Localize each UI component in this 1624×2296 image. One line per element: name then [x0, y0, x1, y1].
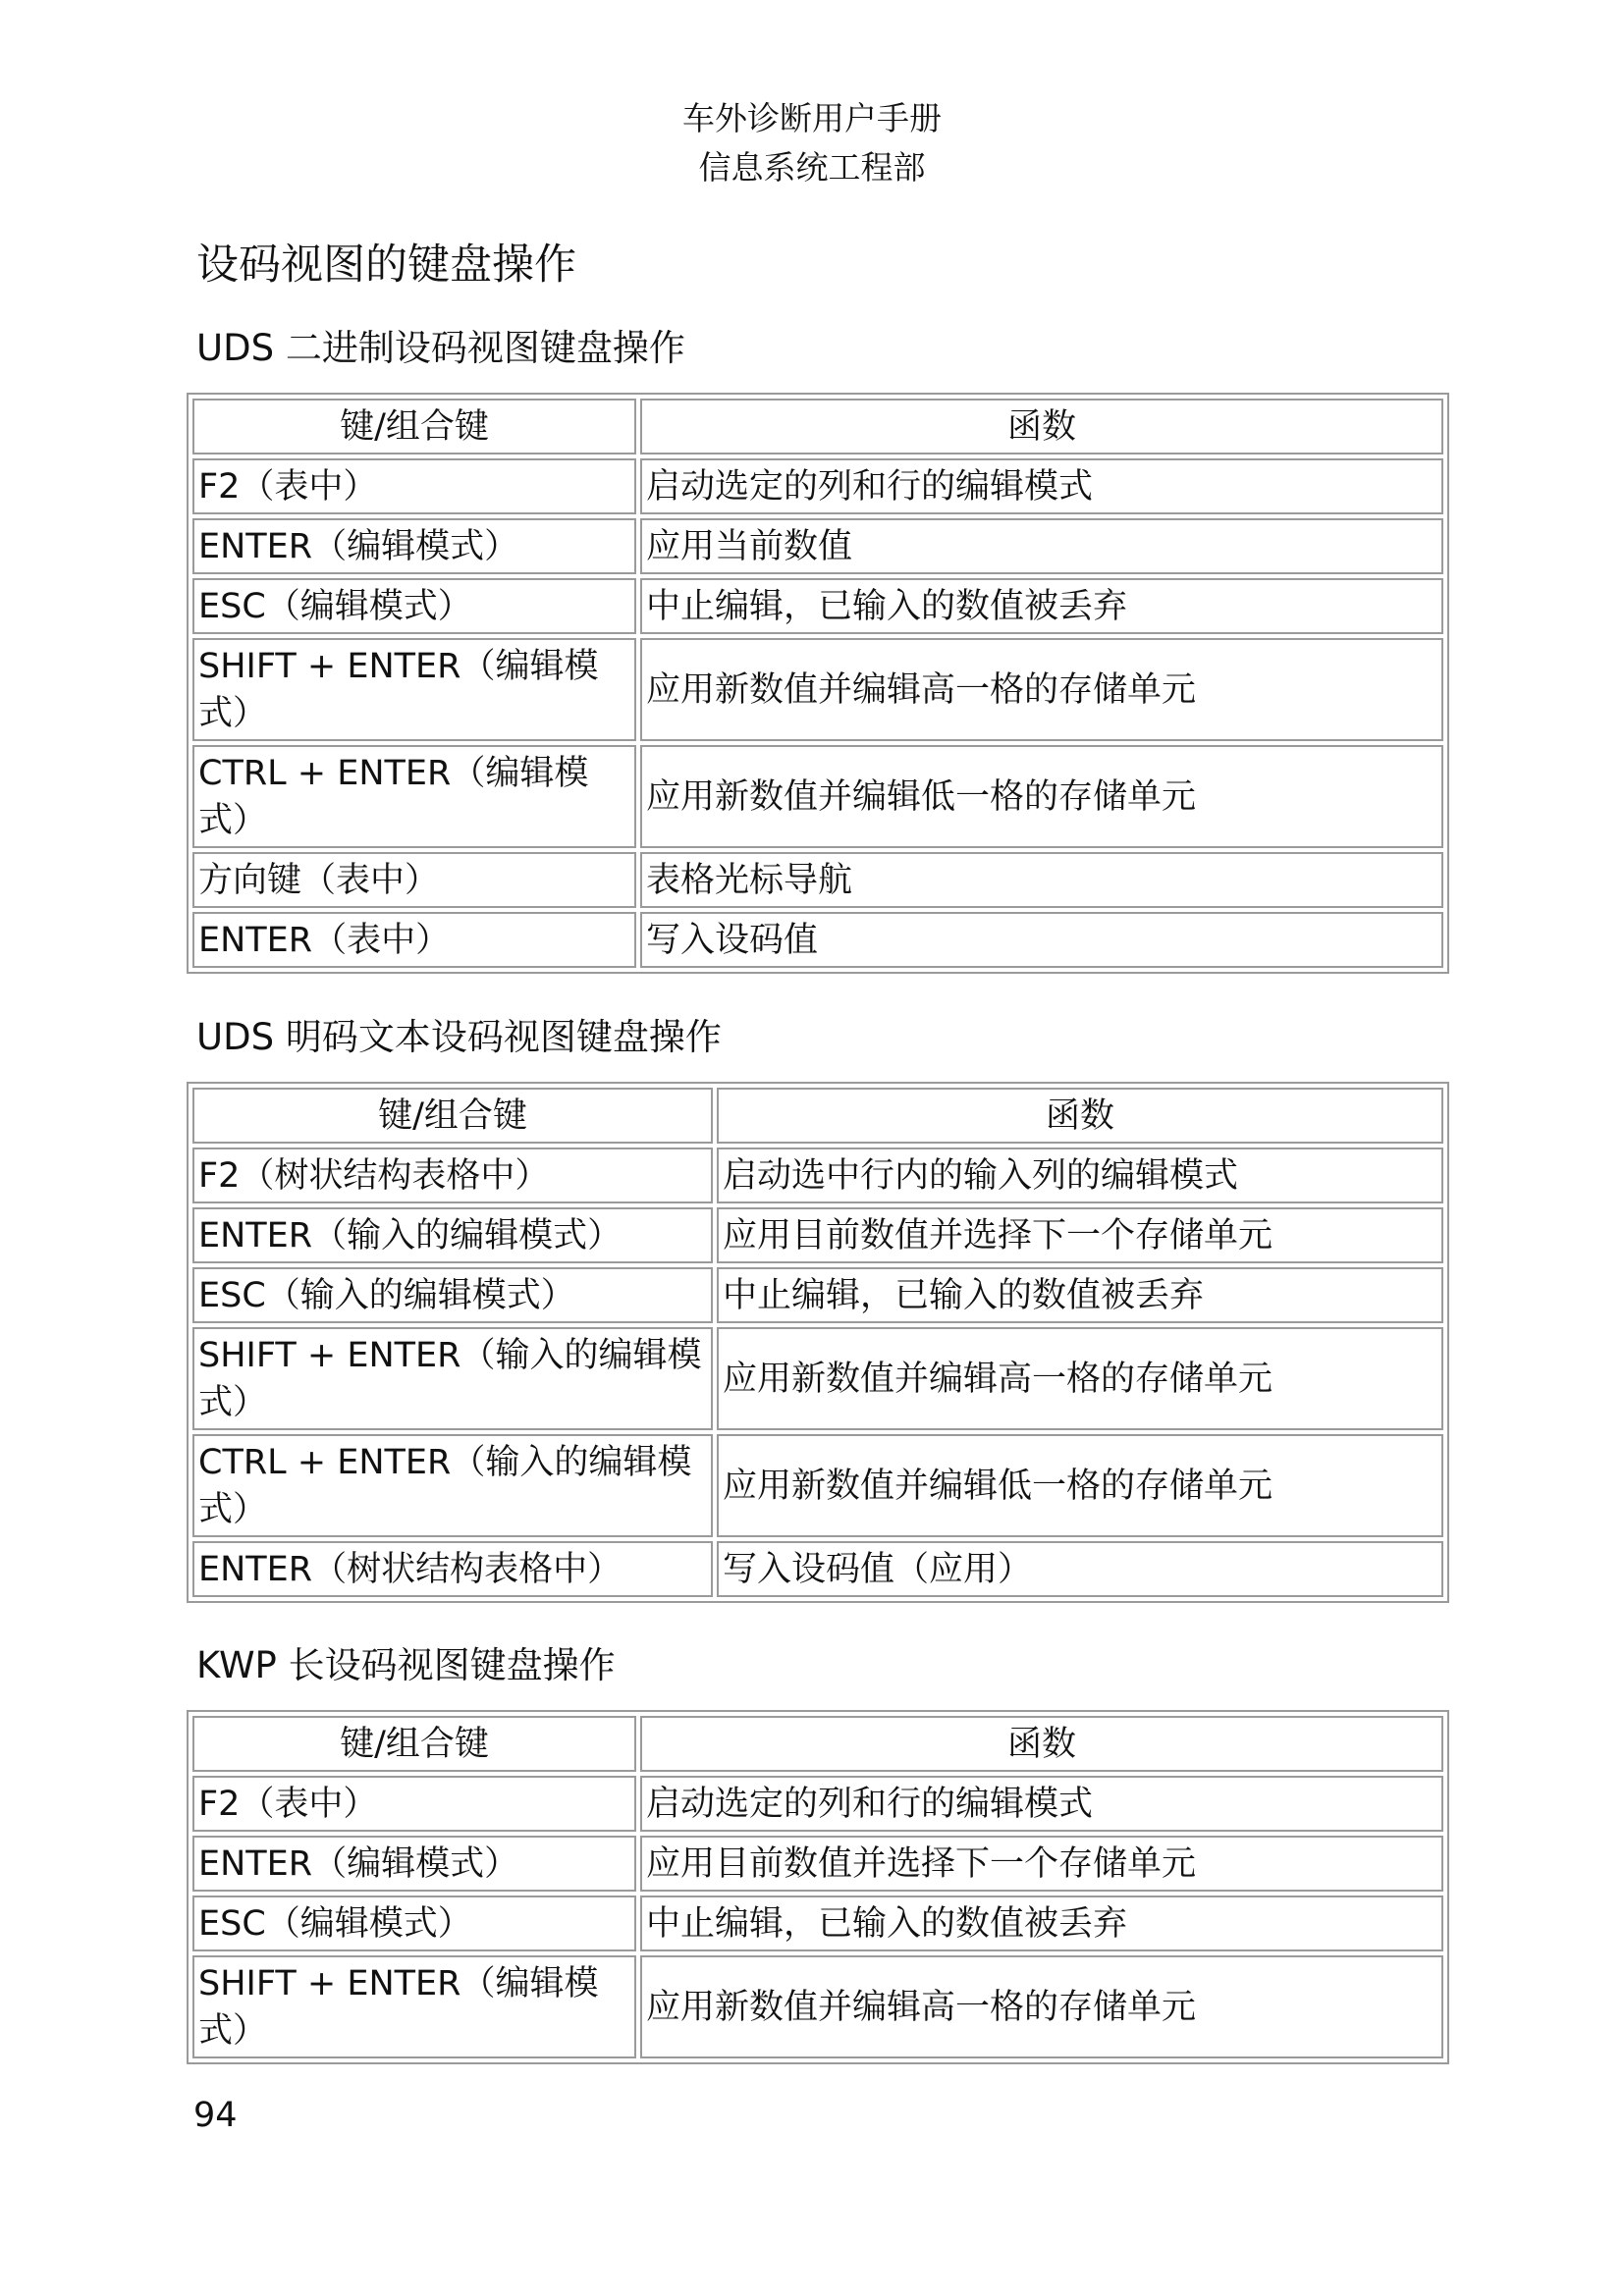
table-header-row [192, 1088, 1443, 1144]
function-cell: 应用新数值并编辑高一格的存储单元 [717, 1327, 1443, 1430]
key-cell: ENTER（编辑模式） [192, 518, 636, 574]
key-cell: ESC（编辑模式） [192, 578, 636, 634]
table-row [192, 578, 1443, 634]
function-cell: 启动选中行内的输入列的编辑模式 [717, 1148, 1443, 1203]
page-number: 94 [193, 2096, 238, 2135]
header-line-1: 车外诊断用户手册 [682, 99, 942, 137]
table-row [192, 1836, 1443, 1892]
column-header-key: 键/组合键 [192, 1088, 713, 1144]
document-header [0, 94, 1624, 192]
function-cell: 启动选定的列和行的编辑模式 [640, 458, 1443, 514]
table-row [192, 1148, 1443, 1203]
table-row [192, 1896, 1443, 1951]
function-cell: 写入设码值 [640, 912, 1443, 968]
key-cell: ENTER（编辑模式） [192, 1836, 636, 1892]
function-cell: 应用新数值并编辑高一格的存储单元 [640, 1955, 1443, 2058]
column-header-function: 函数 [640, 1716, 1443, 1772]
column-header-key: 键/组合键 [192, 399, 636, 454]
key-cell: F2（表中） [192, 1776, 636, 1832]
function-cell: 中止编辑，已输入的数值被丢弃 [640, 1896, 1443, 1951]
function-cell: 写入设码值（应用） [717, 1541, 1443, 1597]
table-row [192, 1776, 1443, 1832]
function-cell: 应用新数值并编辑低一格的存储单元 [640, 745, 1443, 848]
function-cell: 表格光标导航 [640, 852, 1443, 908]
uds-plaintext-table [187, 1082, 1449, 1603]
section-title-kwp-long: KWP 长设码视图键盘操作 [196, 1644, 616, 1686]
column-header-function: 函数 [717, 1088, 1443, 1144]
table-header-row [192, 1716, 1443, 1772]
function-cell: 应用目前数值并选择下一个存储单元 [717, 1207, 1443, 1263]
function-cell: 启动选定的列和行的编辑模式 [640, 1776, 1443, 1832]
table-row [192, 745, 1443, 848]
page-title: 设码视图的键盘操作 [196, 240, 576, 290]
table-row [192, 1207, 1443, 1263]
table-header-row [192, 399, 1443, 454]
function-cell: 应用当前数值 [640, 518, 1443, 574]
key-cell: SHIFT + ENTER（编辑模式） [192, 1955, 636, 2058]
table-row [192, 1327, 1443, 1430]
key-cell: ESC（编辑模式） [192, 1896, 636, 1951]
table-row [192, 1955, 1443, 2058]
table-row [192, 1541, 1443, 1597]
key-cell: CTRL + ENTER（编辑模式） [192, 745, 636, 848]
key-cell: ENTER（输入的编辑模式） [192, 1207, 713, 1263]
key-cell: CTRL + ENTER（输入的编辑模式） [192, 1434, 713, 1537]
key-cell: ESC（输入的编辑模式） [192, 1267, 713, 1323]
uds-binary-table [187, 393, 1449, 974]
column-header-key: 键/组合键 [192, 1716, 636, 1772]
key-cell: F2（树状结构表格中） [192, 1148, 713, 1203]
function-cell: 中止编辑，已输入的数值被丢弃 [717, 1267, 1443, 1323]
table-row [192, 1434, 1443, 1537]
table-row [192, 458, 1443, 514]
key-cell: SHIFT + ENTER（编辑模式） [192, 638, 636, 741]
function-cell: 应用目前数值并选择下一个存储单元 [640, 1836, 1443, 1892]
table-row [192, 852, 1443, 908]
table-row [192, 638, 1443, 741]
table-row [192, 518, 1443, 574]
kwp-long-table [187, 1710, 1449, 2064]
key-cell: ENTER（表中） [192, 912, 636, 968]
function-cell: 应用新数值并编辑高一格的存储单元 [640, 638, 1443, 741]
column-header-function: 函数 [640, 399, 1443, 454]
section-title-uds-plaintext: UDS 明码文本设码视图键盘操作 [196, 1016, 722, 1058]
key-cell: ENTER（树状结构表格中） [192, 1541, 713, 1597]
function-cell: 中止编辑，已输入的数值被丢弃 [640, 578, 1443, 634]
key-cell: SHIFT + ENTER（输入的编辑模式） [192, 1327, 713, 1430]
header-line-2: 信息系统工程部 [698, 148, 926, 187]
key-cell: F2（表中） [192, 458, 636, 514]
table-row [192, 912, 1443, 968]
table-row [192, 1267, 1443, 1323]
function-cell: 应用新数值并编辑低一格的存储单元 [717, 1434, 1443, 1537]
key-cell: 方向键（表中） [192, 852, 636, 908]
section-title-uds-binary: UDS 二进制设码视图键盘操作 [196, 327, 685, 369]
